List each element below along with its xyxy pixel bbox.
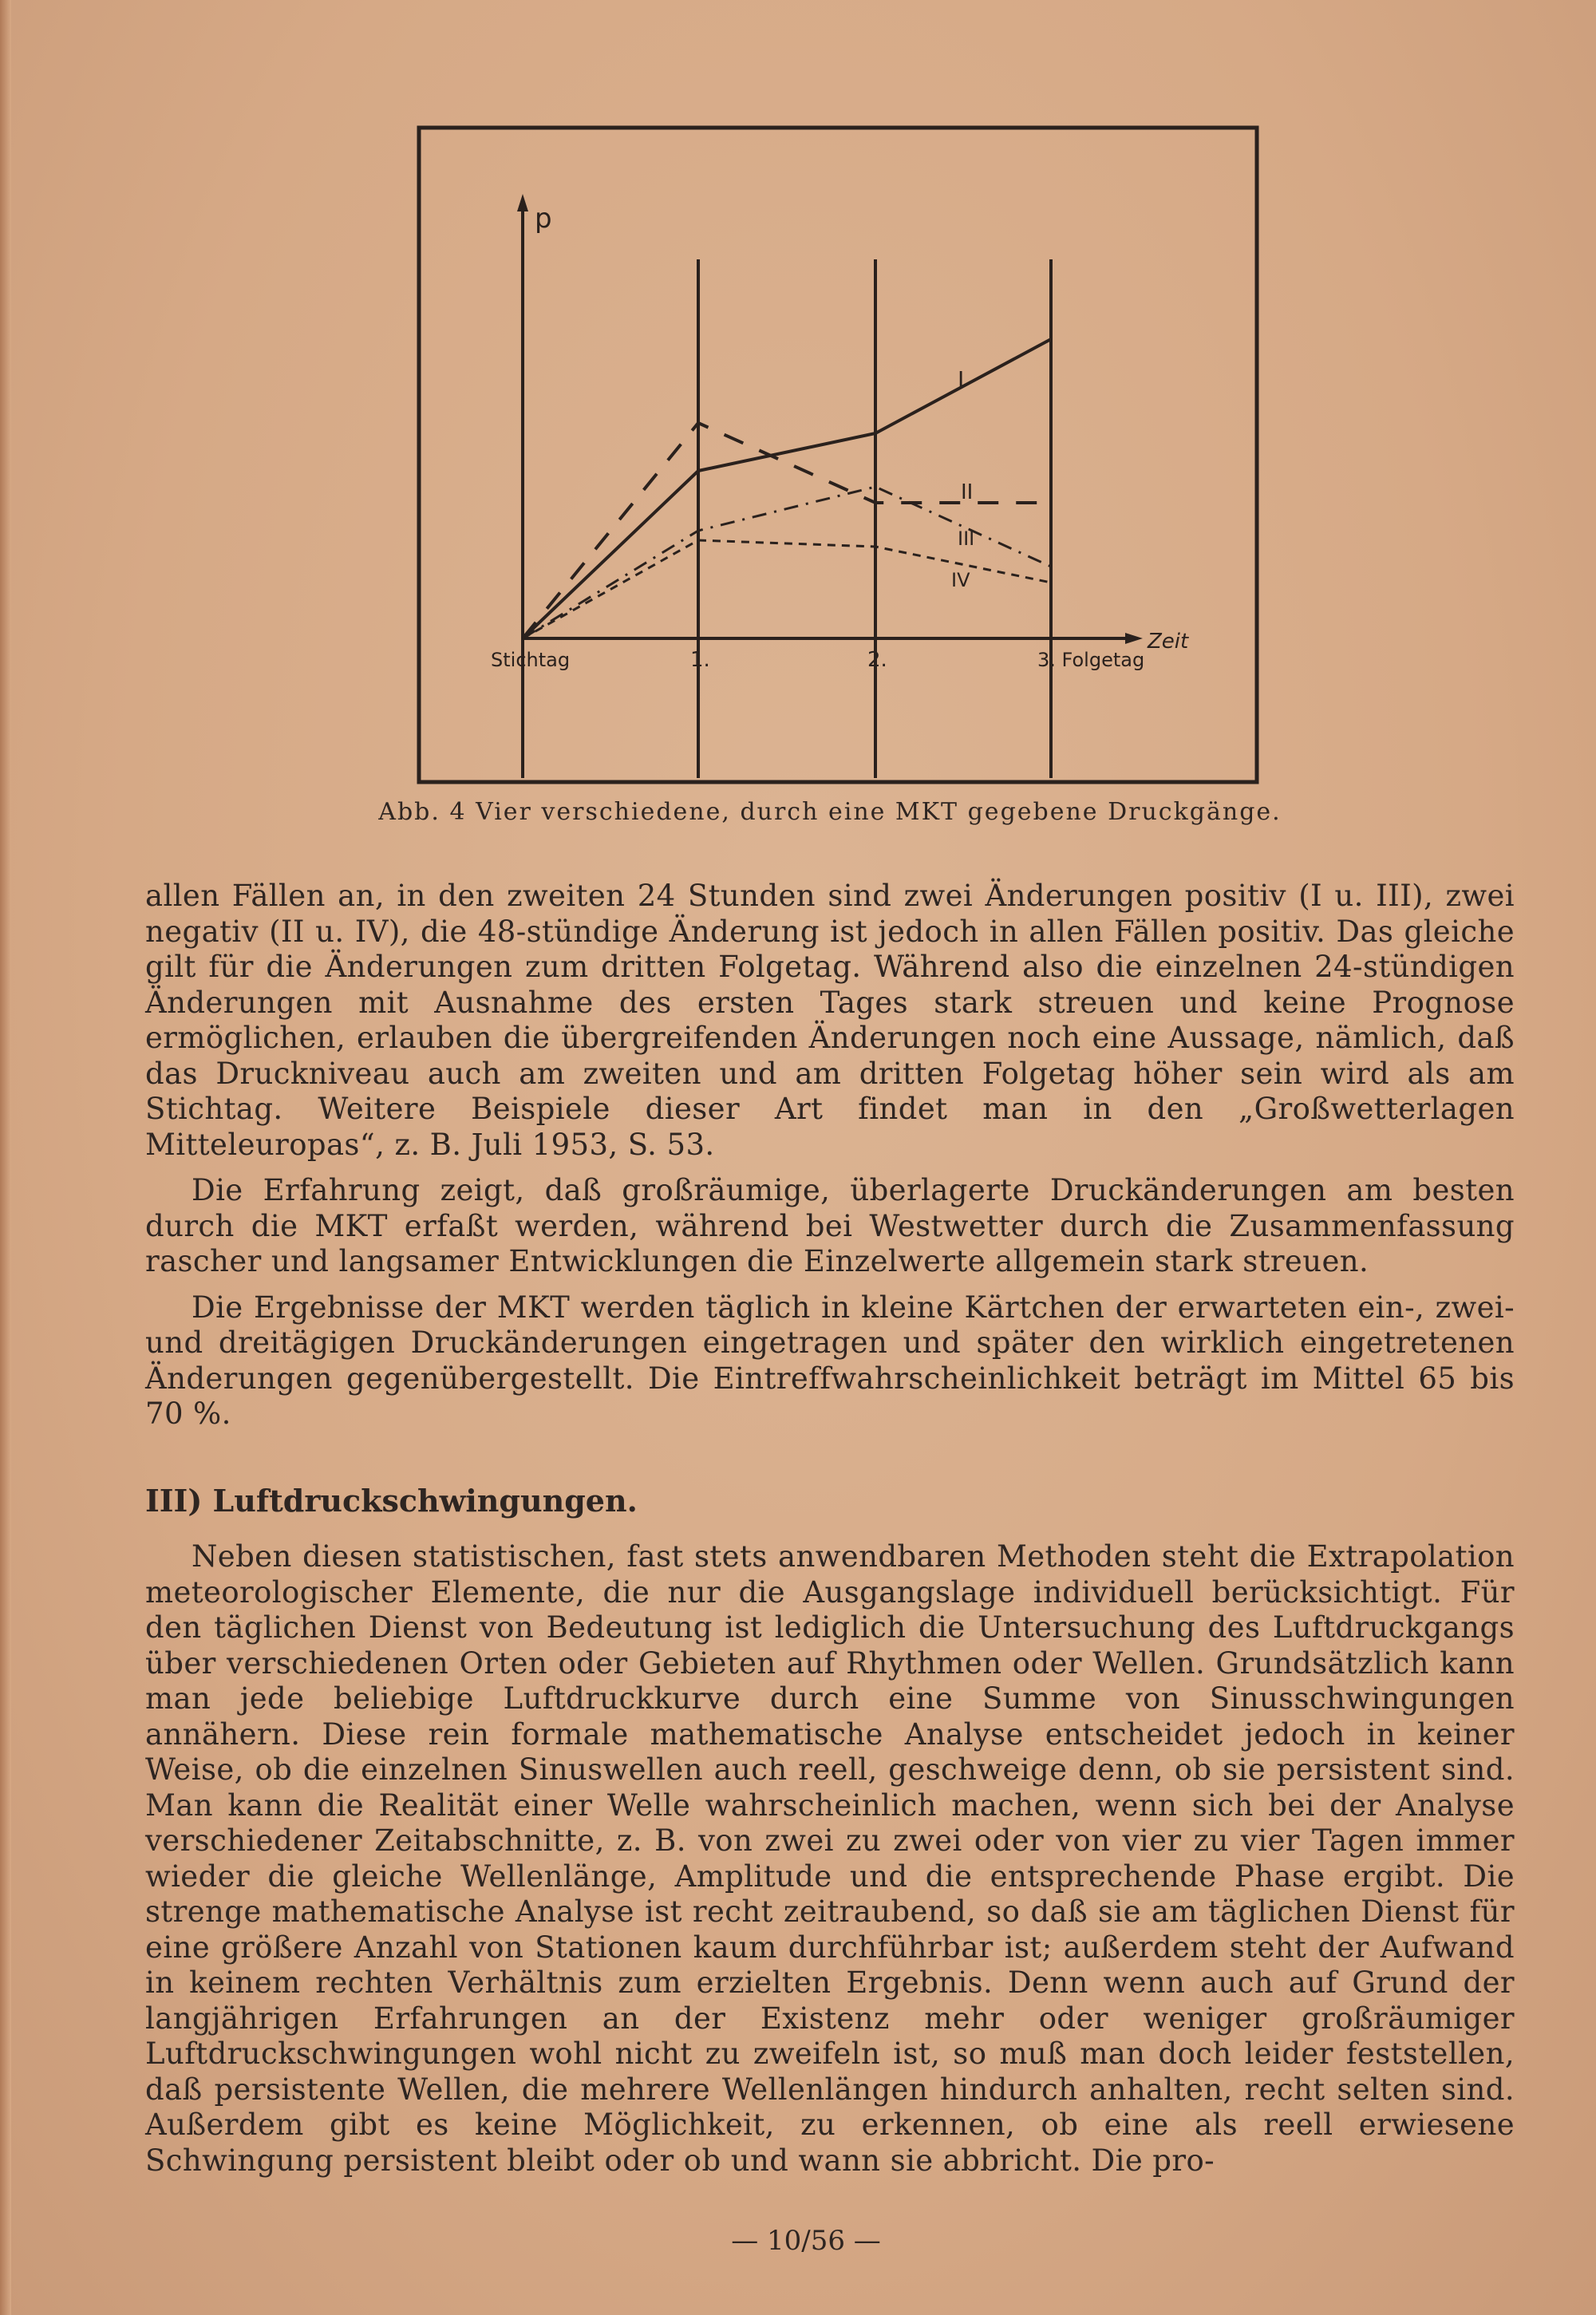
pressure-course-figure xyxy=(415,124,1261,786)
tick-label-stichtag: Stichtag xyxy=(491,649,571,671)
curve-label-IV: IV xyxy=(951,569,970,591)
body-text-top xyxy=(145,879,1515,1432)
paragraph-4: Neben diesen statistischen, fast stets anwendbaren Methoden steht die Extrapolation meteorologischer Elemente, die nur die Ausgangslage individuell berücksichtigt. Für den täglichen Dienst von Bedeutung ist lediglich die Untersuchung des Luftdruckgangs über verschiedenen Orten oder Gebieten auf Rhythmen oder Wellen. Grundsätzlich kann man jede beliebige Luftdruckkurve durch eine Summe von Sinusschwingungen annähern. Diese rein formale mathematische Analyse entscheidet jedoch in keiner Weise, ob die einzelnen Sinuswellen auch reell, geschweige denn, ob sie persistent sind. Man kann die Realität einer Welle wahrscheinlich machen, wenn sich bei der Analyse verschiedener Zeitabschnitte, z. B. von zwei zu zwei oder von vier zu vier Tagen immer wieder die gleiche Wellenlänge, Amplitude und die entsprechende Phase ergibt. Die strenge mathematische Analyse ist recht zeitraubend, so daß sie am täglichen Dienst für eine größere Anzahl von Stationen kaum durchführbar ist; außerdem steht der Aufwand in keinem rechten Verhältnis zum erzielten Ergebnis. Denn wenn auch auf Grund der langjährigen Erfahrungen an der Existenz mehr oder weniger großräumiger Luftdruckschwingungen wohl nicht zu zweifeln ist, so muß man doch leider feststellen, daß persistente Wellen, die mehrere Wellenlängen hindurch anhalten, recht selten sind. Außerdem gibt es keine Möglichkeit, zu erkennen, ob eine als reell erwiesene Schwingung persistent bleibt oder ob und wann sie abbricht. Die pro- xyxy=(145,1539,1515,2178)
body-text-bottom xyxy=(145,1539,1515,2179)
paragraph-2: Die Erfahrung zeigt, daß großräumige, überlagerte Druckänderungen am besten durch die MKT erfaßt werden, während bei Westwetter durch die Zusammenfassung rascher und langsamer Entwicklungen die Einzelwerte allgemein stark streuen. xyxy=(145,1173,1515,1278)
x-axis-arrow xyxy=(1125,633,1143,644)
page-edge-shadow xyxy=(0,0,11,2315)
figure-caption: Abb. 4 Vier verschiedene, durch eine MKT gegebene Druckgänge. xyxy=(378,798,1282,826)
curve-IV xyxy=(523,540,1051,638)
curve-label-III: III xyxy=(958,527,975,550)
y-axis-arrow xyxy=(517,194,528,211)
y-axis-label: p xyxy=(535,203,552,235)
tick-label-1: 1. xyxy=(690,648,710,672)
paragraph-3: Die Ergebnisse der MKT werden täglich in kleine Kärtchen der erwarteten ein-, zwei- und dreitägigen Druckänderungen eingetragen und später den wirklich eingetretenen Änderungen gegenübergestellt. Die Eintreffwahrscheinlichkeit beträgt im Mittel 65 bis 70 %. xyxy=(145,1290,1515,1431)
curve-label-II: II xyxy=(961,480,974,504)
tick-label-2: 2. xyxy=(867,648,887,672)
tick-label-3: 3. Folgetag xyxy=(1037,649,1145,671)
paragraph-1: allen Fällen an, in den zweiten 24 Stunden sind zwei Änderungen positiv (I u. III), zwei negativ (II u. IV), die 48-stündige Änderung ist jedoch in allen Fällen positiv. Das gleiche gilt für die Änderungen zum dritten Folgetag. Während also die einzelnen 24-stündigen Änderungen mit Ausnahme des ersten Tages stark streuen und keine Prognose ermöglichen, erlauben die übergreifenden Änderungen noch eine Aussage, nämlich, daß das Druckniveau auch am zweiten und am dritten Folgetag höher sein wird als am Stichtag. Weitere Beispiele dieser Art findet man in den „Großwetterlagen Mitteleuropas“, z. B. Juli 1953, S. 53. xyxy=(145,879,1515,1162)
section-heading: III) Luftdruckschwingungen. xyxy=(145,1483,638,1519)
page-number: — 10/56 — xyxy=(731,2225,881,2257)
x-axis-label: Zeit xyxy=(1148,630,1189,654)
curve-label-I: I xyxy=(958,366,965,393)
